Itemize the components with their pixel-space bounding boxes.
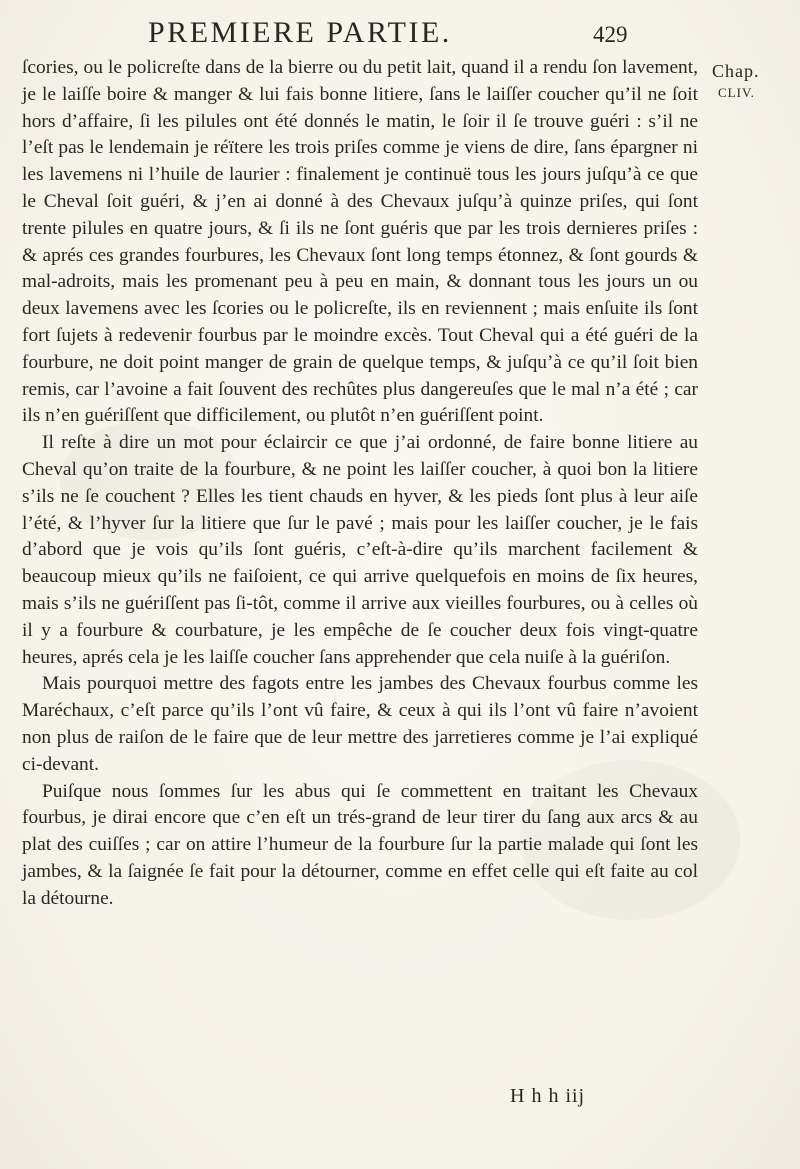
paragraph: ſcories, ou le policreſte dans de la bierre ou du petit lait, quand il a rendu ſon lavement, je le laiſſe boire & manger & lui fais bonne litiere, ſans le laiſſer coucher qu’il ne ſoit hors d’affaire, ſi les pilules ont été donnés le matin, le ſoir il ſe trouve guéri : s’il ne l’eſt pas le lendemain je réïtere les trois priſes comme je viens de dire, ſans épargner ni les lavemens ni l’huile de laurier : finalement je continuë tous les jours juſqu’à ce que le Cheval ſoit guéri, & j’en ai donné à des Chevaux juſqu’à quinze priſes, qui ſont trente pilules en quatre jours, & ſi ils ne ſont guéris que par les trois dernieres priſes : & aprés ces grandes fourbures, les Chevaux ſont long temps étonnez, & ſont gourds & mal-adroits, mais les promenant peu à peu en main, & donnant tous les jours un ou deux lavemens avec les ſcories ou le policreſte, ils en reviennent ; mais enſuite ils ſont fort ſujets à redevenir fourbus par le moindre excès. Tout Cheval qui a été guéri de la fourbure, ne doit point manger de grain de quelque temps, & juſqu’à ce qu’il ſoit bien remis, car l’avoine a fait ſouvent des rechûtes plus dangereuſes que le mal n’a été ; car ils n’en guériſſent que difficilement, ou plutôt n’en guériſſent point. bbox=[22, 57, 698, 427]
paragraph: Il reſte à dire un mot pour éclaircir ce que j’ai ordonné, de faire bonne litiere au Cheval qu’on traite de la fourbure, & ne point les laiſſer coucher, à quoi bon la litiere s’ils ne ſe couchent ? Elles les tient chauds en hyver, & les pieds ſont plus à leur aiſe l’été, & l’hyver ſur la litiere que ſur le pavé ; mais pour les laiſſer coucher, je le fais d’abord que je vois qu’ils ſont guéris, c’eſt-à-dire qu’ils marchent facilement & beaucoup mieux qu’ils ne faiſoient, ce qui arrive quelquefois en moins de ſix heures, mais s’ils ne guériſſent pas ſi-tôt, comme il arrive aux vieilles fourbures, ou à celles où il y a fourbure & courbature, je les empêche de ſe coucher deux fois vingt-quatre heures, aprés cela je les laiſſe coucher ſans apprehender que cela nuiſe à la guériſon. bbox=[22, 432, 698, 668]
paragraph: Mais pourquoi mettre des fagots entre les jambes des Chevaux fourbus comme les Maréchaux, c’eſt parce qu’ils l’ont vû faire, & ceux à qui ils l’ont vû faire n’avoient non plus de raiſon de le faire que de leur mettre des jarretieres comme je l’ai expliqué ci-devant. bbox=[22, 673, 698, 775]
signature-mark: H h h iij bbox=[510, 1085, 586, 1107]
running-head-title: PREMIERE PARTIE. bbox=[148, 16, 452, 49]
margin-chapter-label: Chap. bbox=[712, 61, 760, 81]
paragraph: Puiſque nous ſommes ſur les abus qui ſe commettent en traitant les Chevaux fourbus, je dirai encore que c’en eſt un trés-grand de leur tirer du ſang aux arcs & au plat des cuiſſes ; car on attire l’humeur de la fourbure ſur la partie malade qui ſont les jambes, & la ſaignée ſe fait pour la détourner, comme en effet celle qui eſt faite au col la détourne. bbox=[22, 780, 698, 909]
page-number: 429 bbox=[593, 22, 628, 47]
margin-chapter-number: CLIV. bbox=[718, 85, 755, 100]
body-text bbox=[22, 55, 698, 913]
